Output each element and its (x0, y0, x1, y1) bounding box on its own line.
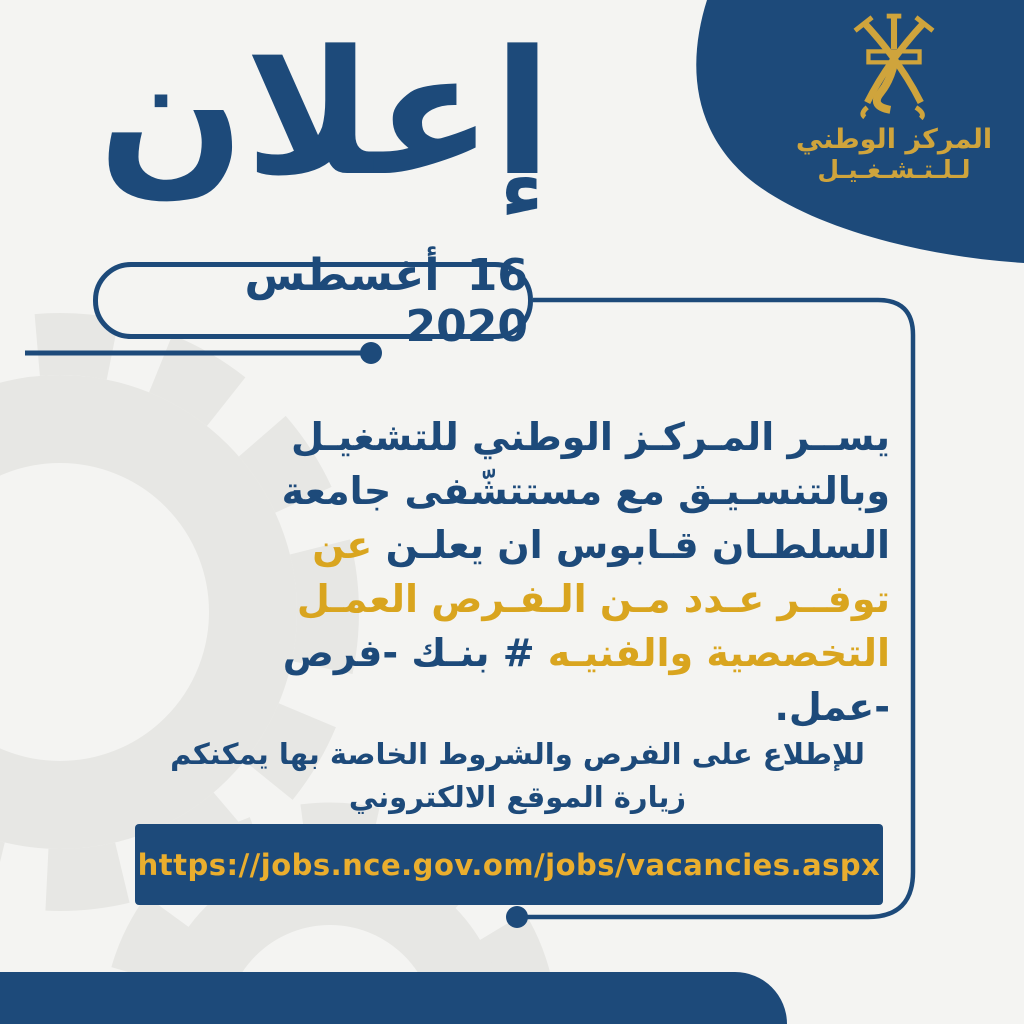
body-text-line: -عمل. (774, 685, 890, 729)
org-name-line2: لـلـتـشـغـيـل (817, 155, 971, 184)
connector-dot (506, 906, 528, 928)
website-url[interactable]: https://jobs.nce.gov.om/jobs/vacancies.aspx (137, 847, 881, 882)
body-text-line: التخصصية والفنيـه # بنـك -فرص (282, 631, 890, 675)
date-text: 16 أغسطس 2020 (244, 249, 528, 352)
page-title: إعلان (98, 13, 552, 214)
announcement-body (230, 410, 890, 734)
body-text-line: توفــر عـدد مـن الـفـرص العمـل (296, 577, 890, 621)
body-text-line: وبالتنسـيـق مع مستتشّفى جامعة (281, 469, 890, 513)
oman-emblem-icon (832, 10, 956, 122)
footer-note (130, 733, 905, 819)
body-text-line: السلطـان قـابوس ان يعلـن عن (312, 523, 890, 567)
website-url-bar[interactable] (135, 824, 883, 905)
date-badge (93, 249, 533, 352)
logo (794, 10, 994, 184)
footer-note-line2: زيارة الموقع الالكتروني (348, 780, 687, 814)
footer-note-line1: للإطلاع على الفرص والشروط الخاصة بها يمكنكم (170, 737, 865, 771)
org-name-line1: المركز الوطني (795, 124, 993, 155)
bottom-bar (0, 972, 787, 1024)
body-text-line: يســر المـركـز الوطني للتشغيـل (290, 415, 890, 459)
